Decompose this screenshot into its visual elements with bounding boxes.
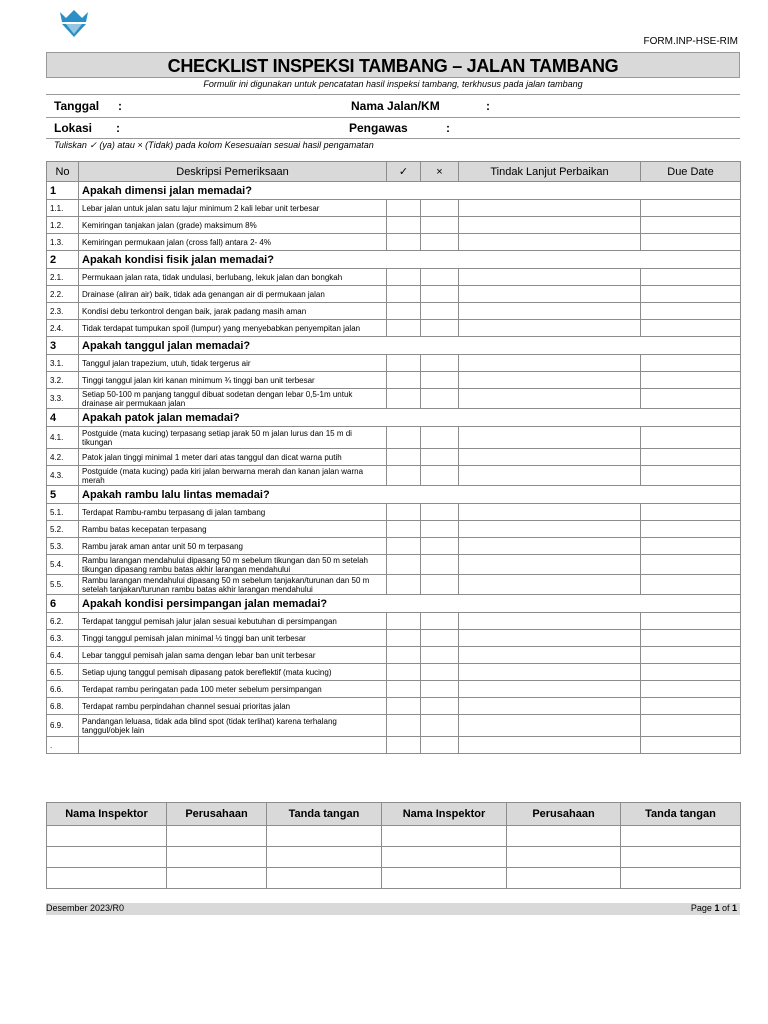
table-row	[47, 681, 741, 698]
signature-cell[interactable]	[507, 868, 621, 889]
table-row	[47, 521, 741, 538]
section-title: Apakah dimensi jalan memadai?	[79, 182, 741, 200]
due-date-cell[interactable]	[641, 303, 741, 320]
item-number: 4.3.	[47, 466, 79, 486]
due-date-cell[interactable]	[641, 449, 741, 466]
form-code: FORM.INP-HSE-RIM	[643, 36, 738, 47]
signature-cell[interactable]	[167, 868, 267, 889]
action-cell[interactable]	[459, 630, 641, 647]
due-date-cell[interactable]	[641, 286, 741, 303]
section-number: 3	[47, 337, 79, 355]
check-no-cell[interactable]	[421, 320, 459, 337]
sign-header-nama-inspektor: Nama Inspektor	[47, 803, 167, 826]
item-description: Terdapat rambu peringatan pada 100 meter sebelum persimpangan	[79, 681, 387, 698]
table-row	[47, 466, 741, 486]
due-date-cell[interactable]	[641, 389, 741, 409]
signature-row	[47, 847, 741, 868]
check-no-cell[interactable]	[421, 303, 459, 320]
action-cell[interactable]	[459, 504, 641, 521]
due-date-cell[interactable]	[641, 372, 741, 389]
check-no-cell[interactable]	[421, 647, 459, 664]
item-description: Postguide (mata kucing) terpasang setiap jarak 50 m jalan lurus dan 15 m di tikungan	[79, 427, 387, 449]
item-description: Kemiringan permukaan jalan (cross fall) antara 2- 4%	[79, 234, 387, 251]
check-no-cell[interactable]	[421, 613, 459, 630]
item-number: 6.5.	[47, 664, 79, 681]
signature-cell[interactable]	[382, 847, 507, 868]
due-date-cell[interactable]	[641, 647, 741, 664]
nama-jalan-colon: :	[486, 99, 490, 113]
signature-cell[interactable]	[507, 826, 621, 847]
item-number: 3.2.	[47, 372, 79, 389]
item-number: 1.2.	[47, 217, 79, 234]
col-header-cross-icon: ×	[421, 162, 459, 182]
check-no-cell[interactable]	[421, 427, 459, 449]
item-description: Patok jalan tinggi minimal 1 meter dari atas tanggul dan dicat warna putih	[79, 449, 387, 466]
signature-cell[interactable]	[382, 868, 507, 889]
page-footer	[46, 903, 740, 915]
check-yes-cell[interactable]	[387, 715, 421, 737]
due-date-cell[interactable]	[641, 613, 741, 630]
item-description: Terdapat Rambu-rambu terpasang di jalan tambang	[79, 504, 387, 521]
signature-cell[interactable]	[621, 847, 741, 868]
check-no-cell[interactable]	[421, 200, 459, 217]
tanggal-field[interactable]	[126, 98, 336, 114]
divider	[46, 138, 740, 139]
col-header-no: No	[47, 162, 79, 182]
check-yes-cell[interactable]	[387, 303, 421, 320]
sign-header-perusahaan: Perusahaan	[167, 803, 267, 826]
due-date-cell[interactable]	[641, 575, 741, 595]
pengawas-label: Pengawas	[349, 121, 408, 135]
tanggal-colon: :	[118, 99, 122, 113]
due-date-cell[interactable]	[641, 504, 741, 521]
table-row	[47, 664, 741, 681]
item-number: 6.8.	[47, 698, 79, 715]
due-date-cell[interactable]	[641, 521, 741, 538]
due-date-cell[interactable]	[641, 664, 741, 681]
company-logo-icon	[58, 8, 90, 42]
empty-cell	[79, 737, 387, 754]
due-date-cell[interactable]	[641, 555, 741, 575]
signature-cell[interactable]	[167, 847, 267, 868]
check-yes-cell[interactable]	[387, 664, 421, 681]
section-title: Apakah tanggul jalan memadai?	[79, 337, 741, 355]
section-row	[47, 251, 741, 269]
section-row	[47, 337, 741, 355]
check-yes-cell[interactable]	[387, 355, 421, 372]
check-no-cell[interactable]	[421, 466, 459, 486]
table-row	[47, 504, 741, 521]
action-cell[interactable]	[459, 389, 641, 409]
signature-cell[interactable]	[382, 826, 507, 847]
action-cell[interactable]	[459, 320, 641, 337]
tanggal-label: Tanggal	[54, 99, 100, 113]
action-cell[interactable]	[459, 466, 641, 486]
table-row	[47, 698, 741, 715]
action-cell[interactable]	[459, 269, 641, 286]
signature-row	[47, 868, 741, 889]
signature-cell[interactable]	[621, 826, 741, 847]
signature-cell[interactable]	[267, 847, 382, 868]
action-cell[interactable]	[459, 427, 641, 449]
pengawas-colon: :	[446, 121, 450, 135]
due-date-cell[interactable]	[641, 466, 741, 486]
table-row	[47, 286, 741, 303]
item-number: 2.2.	[47, 286, 79, 303]
sign-header-tanda-tangan-2: Tanda tangan	[621, 803, 741, 826]
table-row	[47, 715, 741, 737]
check-yes-cell[interactable]	[387, 286, 421, 303]
item-number: 3.3.	[47, 389, 79, 409]
section-title: Apakah rambu lalu lintas memadai?	[79, 486, 741, 504]
section-number: 5	[47, 486, 79, 504]
section-title: Apakah patok jalan memadai?	[79, 409, 741, 427]
check-yes-cell[interactable]	[387, 575, 421, 595]
signature-row	[47, 826, 741, 847]
action-cell[interactable]	[459, 372, 641, 389]
table-row	[47, 647, 741, 664]
signature-cell[interactable]	[507, 847, 621, 868]
check-yes-cell[interactable]	[387, 647, 421, 664]
due-date-cell[interactable]	[641, 681, 741, 698]
item-description: Permukaan jalan rata, tidak undulasi, berlubang, lekuk jalan dan bongkah	[79, 269, 387, 286]
section-number: 1	[47, 182, 79, 200]
section-title: Apakah kondisi fisik jalan memadai?	[79, 251, 741, 269]
signature-cell[interactable]	[267, 868, 382, 889]
item-number: 3.1.	[47, 355, 79, 372]
action-cell[interactable]	[459, 355, 641, 372]
table-row	[47, 320, 741, 337]
section-title: Apakah kondisi persimpangan jalan memadai?	[79, 595, 741, 613]
empty-cell	[641, 737, 741, 754]
action-cell[interactable]	[459, 234, 641, 251]
item-description: Tinggi tanggul pemisah jalan minimal ½ tinggi ban unit terbesar	[79, 630, 387, 647]
check-no-cell[interactable]	[421, 575, 459, 595]
item-number: 2.4.	[47, 320, 79, 337]
item-description: Drainase (aliran air) baik, tidak ada genangan air di permukaan jalan	[79, 286, 387, 303]
signature-table	[46, 802, 741, 889]
signature-cell[interactable]	[167, 826, 267, 847]
section-number: 6	[47, 595, 79, 613]
check-yes-cell[interactable]	[387, 449, 421, 466]
due-date-cell[interactable]	[641, 715, 741, 737]
check-no-cell[interactable]	[421, 217, 459, 234]
check-yes-cell[interactable]	[387, 698, 421, 715]
empty-cell	[421, 737, 459, 754]
item-number: 2.3.	[47, 303, 79, 320]
page-prefix: Page	[690, 903, 715, 913]
section-row	[47, 595, 741, 613]
check-no-cell[interactable]	[421, 355, 459, 372]
item-description: Postguide (mata kucing) pada kiri jalan berwarna merah dan kanan jalan warna merah	[79, 466, 387, 486]
action-cell[interactable]	[459, 538, 641, 555]
page-mid: of	[719, 903, 732, 913]
instruction-text: Tuliskan ✓ (ya) atau × (Tidak) pada kolom Kesesuaian sesuai hasil pengamatan	[54, 140, 374, 150]
item-description: Tanggul jalan trapezium, utuh, tidak tergerus air	[79, 355, 387, 372]
check-no-cell[interactable]	[421, 286, 459, 303]
action-cell[interactable]	[459, 715, 641, 737]
checklist-table	[46, 161, 741, 754]
item-description: Rambu batas kecepatan terpasang	[79, 521, 387, 538]
check-yes-cell[interactable]	[387, 217, 421, 234]
item-description: Kemiringan tanjakan jalan (grade) maksimum 8%	[79, 217, 387, 234]
check-no-cell[interactable]	[421, 664, 459, 681]
item-description: Kondisi debu terkontrol dengan baik, jarak padang masih aman	[79, 303, 387, 320]
footer-revision: Desember 2023/R0	[46, 903, 125, 913]
item-number: 5.1.	[47, 504, 79, 521]
signature-cell[interactable]	[47, 847, 167, 868]
nama-jalan-field[interactable]	[494, 98, 734, 114]
item-description: Rambu larangan mendahului dipasang 50 m sebelum tanjakan/turunan dan 50 m setelah tanjakan/turunan rambu batas akhir larangan mendahului	[79, 575, 387, 595]
item-number: 6.9.	[47, 715, 79, 737]
page-title: CHECKLIST INSPEKSI TAMBANG – JALAN TAMBANG	[167, 56, 619, 76]
footer-page-number	[691, 903, 737, 913]
due-date-cell[interactable]	[641, 630, 741, 647]
item-number: 1.1.	[47, 200, 79, 217]
check-yes-cell[interactable]	[387, 613, 421, 630]
action-cell[interactable]	[459, 647, 641, 664]
table-row	[47, 427, 741, 449]
item-number: 6.3.	[47, 630, 79, 647]
table-row	[47, 355, 741, 372]
signature-header-row	[47, 803, 741, 826]
check-yes-cell[interactable]	[387, 234, 421, 251]
table-row	[47, 575, 741, 595]
section-row	[47, 409, 741, 427]
table-row	[47, 372, 741, 389]
pengawas-field[interactable]	[454, 120, 734, 136]
check-no-cell[interactable]	[421, 269, 459, 286]
item-number: 5.2.	[47, 521, 79, 538]
due-date-cell[interactable]	[641, 538, 741, 555]
item-description: Terdapat tanggul pemisah jalur jalan sesuai kebutuhan di persimpangan	[79, 613, 387, 630]
action-cell[interactable]	[459, 521, 641, 538]
item-description: Tidak terdapat tumpukan spoil (lumpur) yang menyebabkan penyempitan jalan	[79, 320, 387, 337]
item-description: Lebar jalan untuk jalan satu lajur minimum 2 kali lebar unit terbesar	[79, 200, 387, 217]
item-number: 6.6.	[47, 681, 79, 698]
page-num: 1	[714, 903, 720, 913]
col-header-description: Deskripsi Pemeriksaan	[79, 162, 387, 182]
table-row	[47, 389, 741, 409]
title-banner	[46, 52, 740, 78]
sign-header-perusahaan-2: Perusahaan	[507, 803, 621, 826]
action-cell[interactable]	[459, 200, 641, 217]
item-description: Rambu jarak aman antar unit 50 m terpasang	[79, 538, 387, 555]
item-number: 4.2.	[47, 449, 79, 466]
item-number: 2.1.	[47, 269, 79, 286]
page-total: 1	[731, 903, 737, 913]
divider	[46, 117, 740, 118]
item-description: Setiap ujung tanggul pemisah dipasang patok bereflektif (mata kucing)	[79, 664, 387, 681]
item-number: 5.4.	[47, 555, 79, 575]
table-row	[47, 234, 741, 251]
section-row	[47, 486, 741, 504]
item-description: Tinggi tanggul jalan kiri kanan minimum ¾ tinggi ban unit terbesar	[79, 372, 387, 389]
check-yes-cell[interactable]	[387, 630, 421, 647]
table-row	[47, 269, 741, 286]
trailing-mark: .	[47, 737, 79, 754]
signature-cell[interactable]	[47, 826, 167, 847]
due-date-cell[interactable]	[641, 269, 741, 286]
due-date-cell[interactable]	[641, 200, 741, 217]
item-description: Pandangan leluasa, tidak ada blind spot (tidak terlihat) karena terhalang tanggul/objek lain	[79, 715, 387, 737]
check-yes-cell[interactable]	[387, 538, 421, 555]
col-header-check-icon: ✓	[387, 162, 421, 182]
signature-cell[interactable]	[267, 826, 382, 847]
check-yes-cell[interactable]	[387, 504, 421, 521]
item-number: 6.4.	[47, 647, 79, 664]
item-description: Lebar tanggul pemisah jalan sama dengan lebar ban unit terbesar	[79, 647, 387, 664]
section-number: 4	[47, 409, 79, 427]
action-cell[interactable]	[459, 449, 641, 466]
due-date-cell[interactable]	[641, 217, 741, 234]
lokasi-colon: :	[116, 121, 120, 135]
lokasi-field[interactable]	[124, 120, 334, 136]
table-row	[47, 449, 741, 466]
item-number: 1.3.	[47, 234, 79, 251]
col-header-action: Tindak Lanjut Perbaikan	[459, 162, 641, 182]
due-date-cell[interactable]	[641, 320, 741, 337]
item-number: 4.1.	[47, 427, 79, 449]
col-header-due-date: Due Date	[641, 162, 741, 182]
check-no-cell[interactable]	[421, 449, 459, 466]
check-no-cell[interactable]	[421, 389, 459, 409]
divider	[46, 94, 740, 95]
check-no-cell[interactable]	[421, 715, 459, 737]
action-cell[interactable]	[459, 303, 641, 320]
nama-jalan-label: Nama Jalan/KM	[351, 99, 440, 113]
check-yes-cell[interactable]	[387, 389, 421, 409]
table-row	[47, 630, 741, 647]
check-yes-cell[interactable]	[387, 466, 421, 486]
check-no-cell[interactable]	[421, 555, 459, 575]
check-no-cell[interactable]	[421, 630, 459, 647]
item-description: Terdapat rambu perpindahan channel sesuai prioritas jalan	[79, 698, 387, 715]
check-yes-cell[interactable]	[387, 320, 421, 337]
table-row	[47, 217, 741, 234]
due-date-cell[interactable]	[641, 427, 741, 449]
item-number: 6.2.	[47, 613, 79, 630]
table-row	[47, 303, 741, 320]
check-no-cell[interactable]	[421, 538, 459, 555]
check-yes-cell[interactable]	[387, 427, 421, 449]
action-cell[interactable]	[459, 555, 641, 575]
check-yes-cell[interactable]	[387, 372, 421, 389]
check-no-cell[interactable]	[421, 234, 459, 251]
check-no-cell[interactable]	[421, 521, 459, 538]
sign-header-nama-inspektor-2: Nama Inspektor	[382, 803, 507, 826]
check-yes-cell[interactable]	[387, 555, 421, 575]
action-cell[interactable]	[459, 613, 641, 630]
check-no-cell[interactable]	[421, 681, 459, 698]
action-cell[interactable]	[459, 286, 641, 303]
check-no-cell[interactable]	[421, 504, 459, 521]
table-row	[47, 613, 741, 630]
table-row	[47, 538, 741, 555]
action-cell[interactable]	[459, 698, 641, 715]
table-row-trailing	[47, 737, 741, 754]
section-row	[47, 182, 741, 200]
action-cell[interactable]	[459, 664, 641, 681]
due-date-cell[interactable]	[641, 234, 741, 251]
due-date-cell[interactable]	[641, 698, 741, 715]
check-yes-cell[interactable]	[387, 269, 421, 286]
signature-cell[interactable]	[621, 868, 741, 889]
signature-cell[interactable]	[47, 868, 167, 889]
table-row	[47, 200, 741, 217]
sign-header-tanda-tangan: Tanda tangan	[267, 803, 382, 826]
section-number: 2	[47, 251, 79, 269]
item-number: 5.5.	[47, 575, 79, 595]
check-yes-cell[interactable]	[387, 521, 421, 538]
table-header-row	[47, 162, 741, 182]
action-cell[interactable]	[459, 681, 641, 698]
table-row	[47, 555, 741, 575]
empty-cell	[459, 737, 641, 754]
check-yes-cell[interactable]	[387, 200, 421, 217]
check-no-cell[interactable]	[421, 372, 459, 389]
item-description: Setiap 50-100 m panjang tanggul dibuat sodetan dengan lebar 0,5-1m untuk drainase air permukaan jalan	[79, 389, 387, 409]
check-yes-cell[interactable]	[387, 681, 421, 698]
due-date-cell[interactable]	[641, 355, 741, 372]
check-no-cell[interactable]	[421, 698, 459, 715]
item-number: 5.3.	[47, 538, 79, 555]
action-cell[interactable]	[459, 575, 641, 595]
lokasi-label: Lokasi	[54, 121, 93, 135]
page-subtitle: Formulir ini digunakan untuk pencatatan hasil inspeksi tambang, terkhusus pada jalan tambang	[203, 79, 583, 89]
action-cell[interactable]	[459, 217, 641, 234]
empty-cell	[387, 737, 421, 754]
item-description: Rambu larangan mendahului dipasang 50 m sebelum tikungan dan 50 m setelah tikungan dipasang rambu batas akhir larangan mendahului	[79, 555, 387, 575]
